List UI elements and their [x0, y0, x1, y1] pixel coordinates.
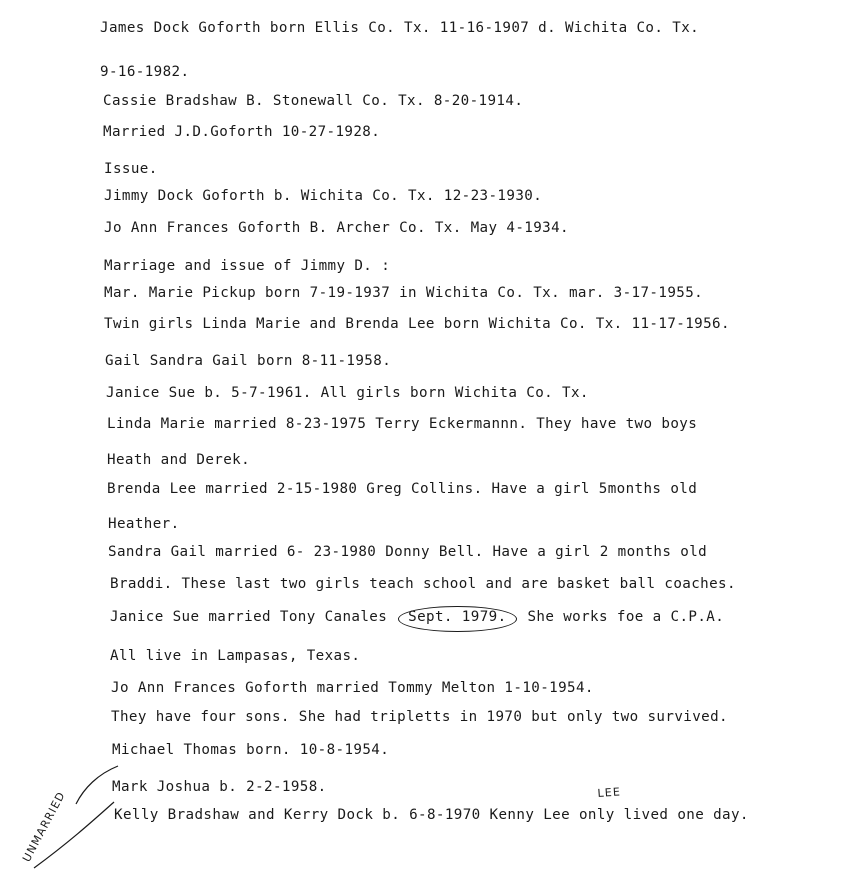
line-12: Janice Sue b. 5-7-1961. All girls born Wichita Co. Tx. — [106, 385, 589, 401]
line-05: Issue. — [104, 161, 158, 177]
line-16: Heather. — [108, 516, 180, 532]
line-19-janice — [110, 606, 724, 632]
line-06: Jimmy Dock Goforth b. Wichita Co. Tx. 12-23-1930. — [104, 188, 543, 204]
line-15: Brenda Lee married 2-15-1980 Greg Collins. Have a girl 5months old — [107, 481, 698, 497]
line-21: Jo Ann Frances Goforth married Tommy Melton 1-10-1954. — [111, 680, 594, 696]
janice-text-before: Janice Sue married Tony Canales — [110, 609, 388, 625]
line-24: Mark Joshua b. 2-2-1958. — [112, 779, 327, 795]
line-01: James Dock Goforth born Ellis Co. Tx. 11-16-1907 d. Wichita Co. Tx. — [100, 20, 700, 36]
line-10: Twin girls Linda Marie and Brenda Lee born Wichita Co. Tx. 11-17-1956. — [104, 316, 730, 332]
line-07: Jo Ann Frances Goforth B. Archer Co. Tx. May 4-1934. — [104, 220, 569, 236]
line-08: Marriage and issue of Jimmy D. : — [104, 258, 391, 274]
line-22: They have four sons. She had tripletts in 1970 but only two survived. — [111, 709, 728, 725]
line-17: Sandra Gail married 6- 23-1980 Donny Bell. Have a girl 2 months old — [108, 544, 708, 560]
line-18: Braddi. These last two girls teach school and are basket ball coaches. — [110, 576, 736, 592]
line-13: Linda Marie married 8-23-1975 Terry Eckermannn. They have two boys — [107, 416, 698, 432]
handwritten-correction: LEE — [597, 785, 622, 800]
line-02: 9-16-1982. — [100, 64, 190, 80]
janice-text-after: She works foe a C.P.A. — [527, 609, 725, 625]
line-03: Cassie Bradshaw B. Stonewall Co. Tx. 8-20-1914. — [103, 93, 524, 109]
circled-date: Sept. 1979. — [398, 606, 516, 632]
line-11: Gail Sandra Gail born 8-11-1958. — [105, 353, 392, 369]
handwritten-margin-note: UNMARRIED — [20, 789, 69, 865]
line-14: Heath and Derek. — [107, 452, 251, 468]
line-25: Kelly Bradshaw and Kerry Dock b. 6-8-1970 Kenny Lee only lived one day. — [114, 807, 749, 823]
line-09: Mar. Marie Pickup born 7-19-1937 in Wichita Co. Tx. mar. 3-17-1955. — [104, 285, 704, 301]
line-20: All live in Lampasas, Texas. — [110, 648, 361, 664]
line-04: Married J.D.Goforth 10-27-1928. — [103, 124, 381, 140]
line-23: Michael Thomas born. 10-8-1954. — [112, 742, 390, 758]
